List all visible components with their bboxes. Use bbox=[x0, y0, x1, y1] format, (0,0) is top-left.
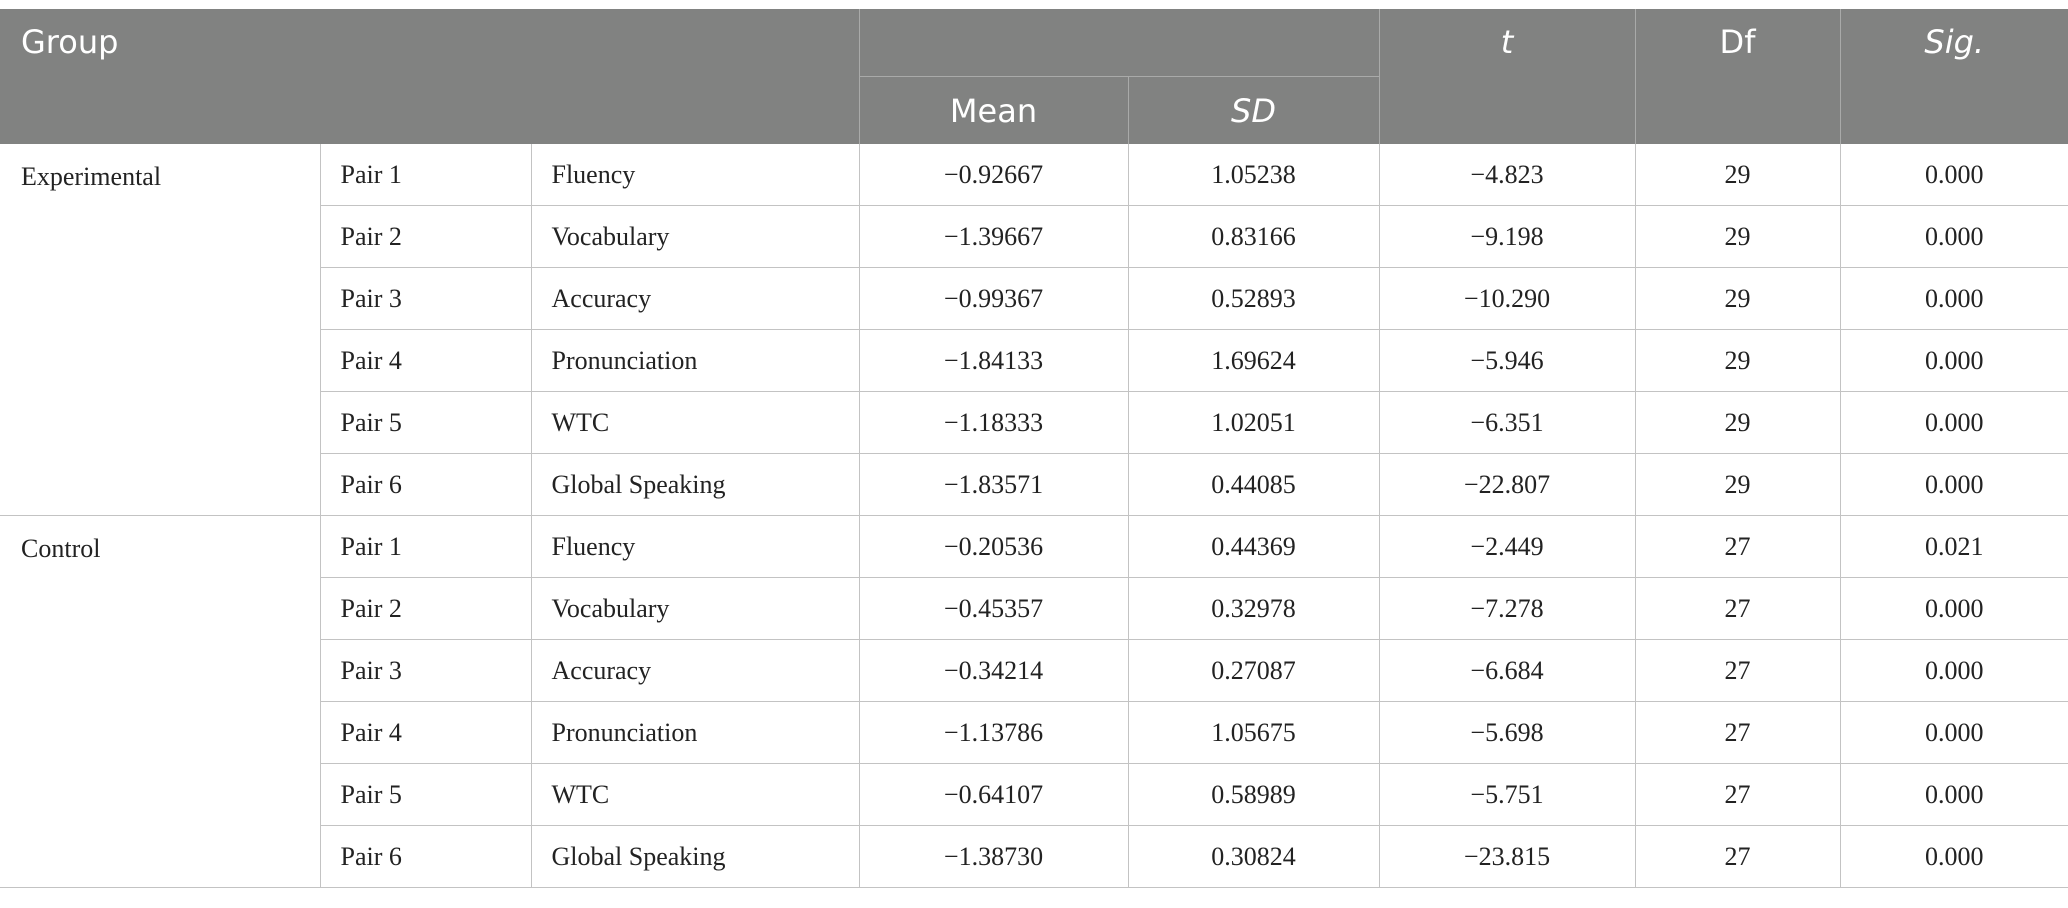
df-cell: 27 bbox=[1635, 826, 1840, 888]
header-mean-sd-span bbox=[859, 9, 1379, 77]
sig-cell: 0.000 bbox=[1840, 826, 2068, 888]
t-cell: −4.823 bbox=[1379, 144, 1635, 206]
mean-cell: −1.39667 bbox=[859, 206, 1128, 268]
t-cell: −10.290 bbox=[1379, 268, 1635, 330]
table-body bbox=[0, 144, 2068, 888]
df-cell: 29 bbox=[1635, 454, 1840, 516]
sd-cell: 0.83166 bbox=[1128, 206, 1379, 268]
sig-cell: 0.000 bbox=[1840, 640, 2068, 702]
sig-cell: 0.021 bbox=[1840, 516, 2068, 578]
mean-cell: −1.13786 bbox=[859, 702, 1128, 764]
header-sig: Sig. bbox=[1840, 9, 2068, 144]
t-cell: −5.751 bbox=[1379, 764, 1635, 826]
mean-cell: −0.99367 bbox=[859, 268, 1128, 330]
mean-cell: −0.64107 bbox=[859, 764, 1128, 826]
header-t: t bbox=[1379, 9, 1635, 144]
group-name-cell: Experimental bbox=[0, 144, 320, 516]
sd-cell: 0.58989 bbox=[1128, 764, 1379, 826]
sd-cell: 0.44085 bbox=[1128, 454, 1379, 516]
sd-cell: 0.52893 bbox=[1128, 268, 1379, 330]
t-cell: −6.351 bbox=[1379, 392, 1635, 454]
sig-cell: 0.000 bbox=[1840, 144, 2068, 206]
t-cell: −2.449 bbox=[1379, 516, 1635, 578]
header-mean: Mean bbox=[859, 77, 1128, 145]
t-cell: −5.698 bbox=[1379, 702, 1635, 764]
df-cell: 27 bbox=[1635, 764, 1840, 826]
t-cell: −9.198 bbox=[1379, 206, 1635, 268]
variable-cell: Global Speaking bbox=[531, 454, 859, 516]
table-container bbox=[0, 9, 2068, 888]
sig-cell: 0.000 bbox=[1840, 268, 2068, 330]
pair-cell: Pair 1 bbox=[320, 144, 531, 206]
mean-cell: −0.34214 bbox=[859, 640, 1128, 702]
sd-cell: 1.02051 bbox=[1128, 392, 1379, 454]
sig-cell: 0.000 bbox=[1840, 206, 2068, 268]
pair-cell: Pair 4 bbox=[320, 702, 531, 764]
sd-cell: 0.27087 bbox=[1128, 640, 1379, 702]
df-cell: 29 bbox=[1635, 144, 1840, 206]
table-header bbox=[0, 9, 2068, 144]
variable-cell: Vocabulary bbox=[531, 206, 859, 268]
df-cell: 27 bbox=[1635, 578, 1840, 640]
mean-cell: −1.84133 bbox=[859, 330, 1128, 392]
sig-cell: 0.000 bbox=[1840, 330, 2068, 392]
t-cell: −23.815 bbox=[1379, 826, 1635, 888]
variable-cell: Accuracy bbox=[531, 268, 859, 330]
pair-cell: Pair 2 bbox=[320, 578, 531, 640]
sd-cell: 1.05675 bbox=[1128, 702, 1379, 764]
pair-cell: Pair 6 bbox=[320, 454, 531, 516]
group-name-cell: Control bbox=[0, 516, 320, 888]
variable-cell: Fluency bbox=[531, 144, 859, 206]
sd-cell: 0.32978 bbox=[1128, 578, 1379, 640]
pair-cell: Pair 1 bbox=[320, 516, 531, 578]
variable-cell: Fluency bbox=[531, 516, 859, 578]
t-cell: −22.807 bbox=[1379, 454, 1635, 516]
sd-cell: 0.30824 bbox=[1128, 826, 1379, 888]
mean-cell: −0.92667 bbox=[859, 144, 1128, 206]
mean-cell: −1.18333 bbox=[859, 392, 1128, 454]
t-cell: −5.946 bbox=[1379, 330, 1635, 392]
sd-cell: 0.44369 bbox=[1128, 516, 1379, 578]
variable-cell: Global Speaking bbox=[531, 826, 859, 888]
mean-cell: −0.20536 bbox=[859, 516, 1128, 578]
df-cell: 29 bbox=[1635, 330, 1840, 392]
variable-cell: Pronunciation bbox=[531, 330, 859, 392]
mean-cell: −1.38730 bbox=[859, 826, 1128, 888]
pair-cell: Pair 5 bbox=[320, 392, 531, 454]
pair-cell: Pair 5 bbox=[320, 764, 531, 826]
variable-cell: Vocabulary bbox=[531, 578, 859, 640]
pair-cell: Pair 2 bbox=[320, 206, 531, 268]
variable-cell: WTC bbox=[531, 764, 859, 826]
sig-cell: 0.000 bbox=[1840, 764, 2068, 826]
df-cell: 29 bbox=[1635, 392, 1840, 454]
t-cell: −6.684 bbox=[1379, 640, 1635, 702]
pair-cell: Pair 4 bbox=[320, 330, 531, 392]
variable-cell: WTC bbox=[531, 392, 859, 454]
pair-cell: Pair 6 bbox=[320, 826, 531, 888]
df-cell: 27 bbox=[1635, 702, 1840, 764]
table-row bbox=[0, 516, 2068, 578]
sig-cell: 0.000 bbox=[1840, 578, 2068, 640]
mean-cell: −0.45357 bbox=[859, 578, 1128, 640]
variable-cell: Accuracy bbox=[531, 640, 859, 702]
sig-cell: 0.000 bbox=[1840, 392, 2068, 454]
header-df: Df bbox=[1635, 9, 1840, 144]
df-cell: 29 bbox=[1635, 268, 1840, 330]
df-cell: 27 bbox=[1635, 516, 1840, 578]
sd-cell: 1.69624 bbox=[1128, 330, 1379, 392]
df-cell: 29 bbox=[1635, 206, 1840, 268]
sig-cell: 0.000 bbox=[1840, 454, 2068, 516]
sig-cell: 0.000 bbox=[1840, 702, 2068, 764]
t-cell: −7.278 bbox=[1379, 578, 1635, 640]
sd-cell: 1.05238 bbox=[1128, 144, 1379, 206]
paired-samples-table bbox=[0, 9, 2068, 888]
df-cell: 27 bbox=[1635, 640, 1840, 702]
header-sd: SD bbox=[1128, 77, 1379, 145]
pair-cell: Pair 3 bbox=[320, 268, 531, 330]
table-row bbox=[0, 144, 2068, 206]
variable-cell: Pronunciation bbox=[531, 702, 859, 764]
header-group: Group bbox=[0, 9, 859, 144]
pair-cell: Pair 3 bbox=[320, 640, 531, 702]
mean-cell: −1.83571 bbox=[859, 454, 1128, 516]
